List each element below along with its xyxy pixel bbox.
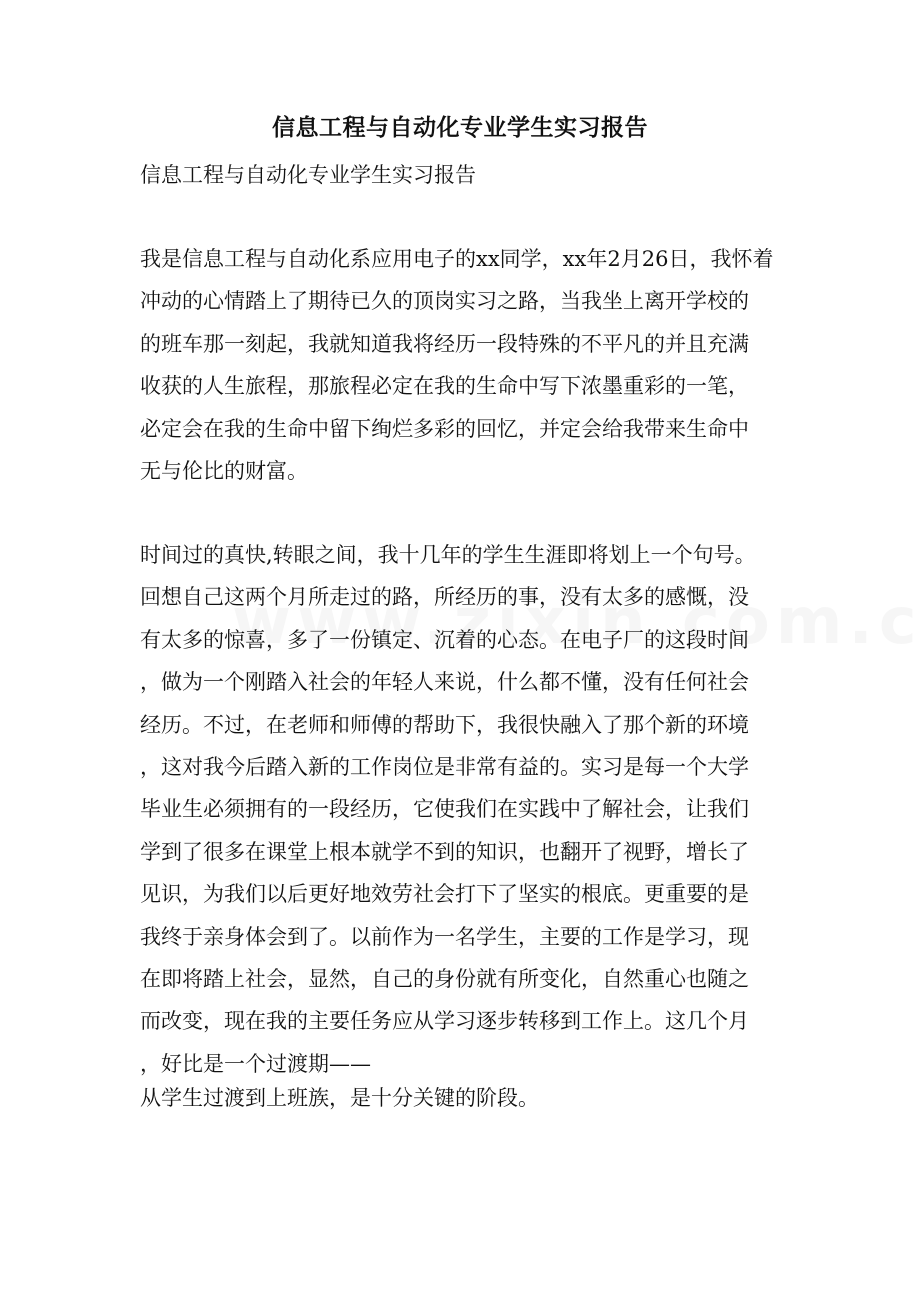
paragraph-1 bbox=[140, 241, 773, 495]
paragraph-line: 经历。不过，在老师和师傅的帮助下，我很快融入了那个新的环境 bbox=[140, 712, 749, 737]
paragraph-line: 的班车那一刻起，我就知道我将经历一段特殊的不平凡的并且充满 bbox=[140, 331, 749, 356]
paragraph-line: 必定会在我的生命中留下绚烂多彩的回忆，并定会给我带来生命中 bbox=[140, 416, 749, 441]
paragraph-line: 有太多的惊喜，多了一份镇定、沉着的心态。在电子厂的这段时间 bbox=[140, 627, 749, 652]
paragraph-line: ，做为一个刚踏入社会的年轻人来说，什么都不懂，没有任何社会 bbox=[140, 670, 749, 695]
paragraph-line: 冲动的心情踏上了期待已久的顶岗实习之路，当我坐上离开学校的 bbox=[140, 289, 749, 314]
document-title: 信息工程与自动化专业学生实习报告 bbox=[272, 114, 648, 141]
paragraph-line: 在即将踏上社会，显然，自己的身份就有所变化，自然重心也随之 bbox=[140, 966, 749, 991]
paragraph-line: 见识，为我们以后更好地效劳社会打下了坚实的根底。更重要的是 bbox=[140, 882, 749, 907]
paragraph-line: 收获的人生旅程，那旅程必定在我的生命中写下浓墨重彩的一笔， bbox=[140, 374, 749, 399]
paragraph-line: 时间过的真快,转眼之间，我十几年的学生生涯即将划上一个句号。 bbox=[140, 543, 756, 567]
paragraph-line: 毕业生必须拥有的一段经历，它使我们在实践中了解社会，让我们 bbox=[140, 797, 749, 822]
paragraph-line: 无与伦比的财富。 bbox=[140, 458, 308, 483]
paragraph-3: 从学生过渡到上班族，是十分关键的阶段。 bbox=[140, 1086, 539, 1110]
document-subtitle: 信息工程与自动化专业学生实习报告 bbox=[140, 163, 476, 187]
paragraph-line: 而改变，现在我的主要任务应从学习逐步转移到工作上。这几个月 bbox=[140, 1009, 749, 1034]
paragraph-line: 我终于亲身体会到了。以前作为一名学生，主要的工作是学习，现 bbox=[140, 924, 749, 949]
paragraph-line: 我是信息工程与自动化系应用电子的xx同学，xx年2月26日，我怀着 bbox=[140, 247, 774, 271]
paragraph-line: ，这对我今后踏入新的工作岗位是非常有益的。实习是每一个大学 bbox=[140, 754, 749, 779]
paragraph-line: ，好比是一个过渡期—— bbox=[140, 1051, 371, 1076]
paragraph-2 bbox=[140, 537, 756, 1082]
paragraph-line: 回想自己这两个月所走过的路，所经历的事，没有太多的感慨，没 bbox=[140, 585, 749, 610]
paragraph-line: 学到了很多在课堂上根本就学不到的知识，也翻开了视野，增长了 bbox=[140, 839, 749, 864]
